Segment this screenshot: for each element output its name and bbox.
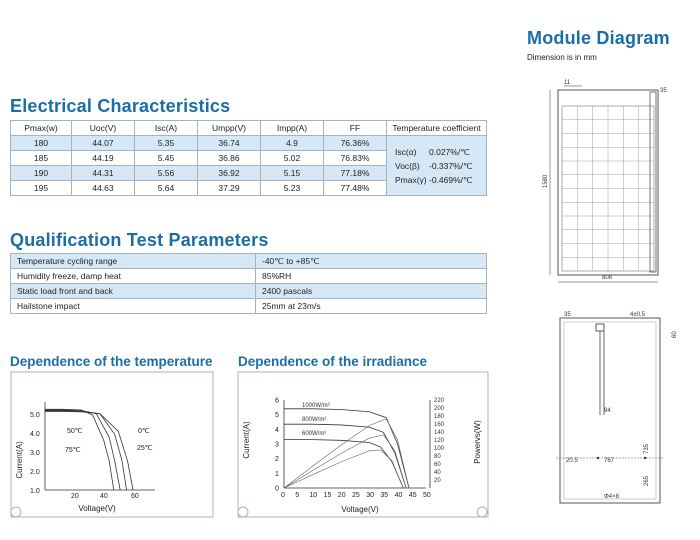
dim-top-small: 11 — [564, 80, 571, 86]
dim-rear-94: 94 — [604, 408, 611, 414]
irr-y2tick: 100 — [434, 446, 445, 452]
irr-xtick: 10 — [309, 492, 318, 499]
cell: 5.45 — [135, 151, 198, 166]
irr-y2tick: 180 — [434, 414, 445, 420]
irr-chart — [232, 370, 494, 522]
header-temp-coef: Temperature coefficient — [387, 121, 487, 136]
irr-ytick: 5 — [275, 412, 279, 420]
cell: 44.31 — [72, 166, 135, 181]
irr-xtick: 5 — [295, 492, 300, 499]
cell: 5.56 — [135, 166, 198, 181]
irr-ytick: 4 — [275, 426, 279, 434]
header-pmax: Pmax(w) — [11, 121, 72, 136]
cell: 44.63 — [72, 181, 135, 196]
table-row — [11, 284, 487, 299]
dim-rear-20-5: 20.5 — [566, 458, 578, 464]
temp-coefficients — [387, 136, 487, 196]
header-impp: Impp(A) — [261, 121, 324, 136]
irr-y2tick: 60 — [434, 462, 441, 468]
irr-y2tick: 220 — [434, 398, 445, 404]
irr-ytick: 0 — [275, 485, 279, 493]
cell: 44.19 — [72, 151, 135, 166]
temp-ytick: 4.0 — [30, 431, 40, 438]
cell: 185 — [11, 151, 72, 166]
irr-y2tick: 120 — [434, 438, 445, 444]
cell: 36.92 — [198, 166, 261, 181]
irr-xtick: 50 — [423, 492, 431, 499]
coef-pmax: Pmax(γ) -0.469%/℃ — [395, 174, 473, 185]
irr-y2label: Powervs(W) — [473, 420, 482, 464]
module-diagram — [520, 70, 700, 540]
irr-curve-label: 800W/m² — [302, 417, 327, 423]
cell: 36.74 — [198, 136, 261, 151]
dim-side-depth: 35 — [660, 88, 667, 94]
temp-chart — [5, 370, 215, 522]
param-cell: Static load front and back — [11, 284, 256, 299]
value-cell: -40℃ to +85℃ — [256, 254, 487, 269]
header-umpp: Umpp(V) — [198, 121, 261, 136]
cell: 5.02 — [261, 151, 324, 166]
temp-ytick: 3.0 — [30, 450, 40, 457]
table-row — [11, 299, 487, 314]
qualification-table — [10, 253, 487, 314]
header-isc: Isc(A) — [135, 121, 198, 136]
dim-rear-35: 35 — [564, 312, 571, 318]
coef-voc: Voc(β) -0.337%/℃ — [395, 160, 473, 171]
temp-ylabel: Current(A) — [15, 441, 24, 479]
irr-ytick: 2 — [275, 456, 279, 464]
cell: 36.86 — [198, 151, 261, 166]
junction-box-icon — [596, 324, 604, 331]
temp-curve-label: 0℃ — [138, 428, 150, 435]
temp-chart-frame — [11, 372, 213, 517]
qualification-title: Qualification Test Parameters — [10, 230, 269, 250]
temp-curve-label: 50℃ — [67, 428, 83, 435]
irr-curve-label: 1000W/m² — [302, 403, 330, 409]
irr-ytick: 6 — [275, 397, 279, 405]
dim-rear-60: 60 — [672, 331, 678, 338]
cell: 190 — [11, 166, 72, 181]
module-title: Module Diagram — [527, 28, 670, 48]
table-row — [11, 269, 487, 284]
value-cell: 85%RH — [256, 269, 487, 284]
cell: 44.07 — [72, 136, 135, 151]
electrical-table — [10, 120, 487, 196]
cell: 4.9 — [261, 136, 324, 151]
irr-ytick: 3 — [275, 441, 279, 449]
electrical-header-row — [11, 121, 487, 136]
coef-isc: Isc(α) 0.027%/℃ — [395, 146, 470, 157]
dim-height: 1580 — [543, 174, 549, 188]
irr-xtick: 30 — [366, 492, 374, 499]
param-cell: Hailstone impact — [11, 299, 256, 314]
temp-ytick: 2.0 — [30, 469, 40, 476]
cell: 5.35 — [135, 136, 198, 151]
temp-xtick: 60 — [131, 493, 139, 500]
dim-rear-767: 767 — [604, 458, 615, 464]
cell: 180 — [11, 136, 72, 151]
dim-width: 808 — [602, 275, 613, 281]
irr-ytick: 1 — [275, 470, 279, 478]
temp-curve-label: 75℃ — [65, 447, 81, 454]
irr-y2tick: 40 — [434, 470, 441, 476]
module-rear-view — [556, 312, 678, 503]
value-cell: 25mm at 23m/s — [256, 299, 487, 314]
irr-xtick: 25 — [352, 492, 360, 499]
irr-xlabel: Voltage(V) — [341, 505, 379, 514]
table-row — [11, 254, 487, 269]
cell: 76.36% — [324, 136, 387, 151]
irr-y2tick: 200 — [434, 406, 445, 412]
dim-rear-735: 735 — [644, 443, 650, 454]
temp-chart-title: Dependence of the temperature — [10, 354, 213, 369]
param-cell: Temperature cycling range — [11, 254, 256, 269]
irr-xtick: 20 — [337, 492, 346, 499]
irr-xtick: 35 — [380, 492, 389, 499]
irr-curve-label: 600W/m² — [302, 431, 327, 437]
dim-rear-265: 265 — [644, 475, 650, 486]
cell: 37.29 — [198, 181, 261, 196]
cell: 77.48% — [324, 181, 387, 196]
irr-xtick: 0 — [281, 492, 285, 499]
temp-curve-label: 25℃ — [137, 445, 153, 452]
temp-ytick: 5.0 — [30, 412, 40, 419]
irr-xtick: 40 — [394, 492, 403, 499]
irr-xtick: 15 — [323, 492, 332, 499]
temp-ytick: 1.0 — [30, 488, 40, 495]
dim-rear-phi: Φ4×8 — [604, 494, 619, 500]
module-subtitle: Dimension is in mm — [527, 53, 597, 62]
irr-xtick: 45 — [408, 492, 417, 499]
electrical-title: Electrical Characteristics — [10, 96, 231, 116]
table-row — [11, 136, 487, 151]
irr-chart-title: Dependence of the irradiance — [238, 354, 428, 369]
module-front-view — [543, 80, 667, 282]
cell: 77.18% — [324, 166, 387, 181]
value-cell: 2400 pascals — [256, 284, 487, 299]
temp-xlabel: Voltage(V) — [78, 504, 116, 513]
header-ff: FF — [324, 121, 387, 136]
param-cell: Humidity freeze, damp heat — [11, 269, 256, 284]
temp-xtick: 40 — [100, 493, 108, 500]
irr-y2tick: 80 — [434, 454, 441, 460]
cell: 76.83% — [324, 151, 387, 166]
irr-y2tick: 140 — [434, 430, 445, 436]
irr-ylabel: Current(A) — [242, 421, 251, 459]
irr-y2tick: 20 — [434, 478, 441, 484]
cell: 5.15 — [261, 166, 324, 181]
cell: 5.64 — [135, 181, 198, 196]
cell: 5.23 — [261, 181, 324, 196]
temp-xtick: 20 — [71, 493, 79, 500]
cell: 195 — [11, 181, 72, 196]
dim-rear-hole: 4±0.5 — [630, 312, 645, 318]
irr-y2tick: 160 — [434, 422, 445, 428]
header-uoc: Uoc(V) — [72, 121, 135, 136]
